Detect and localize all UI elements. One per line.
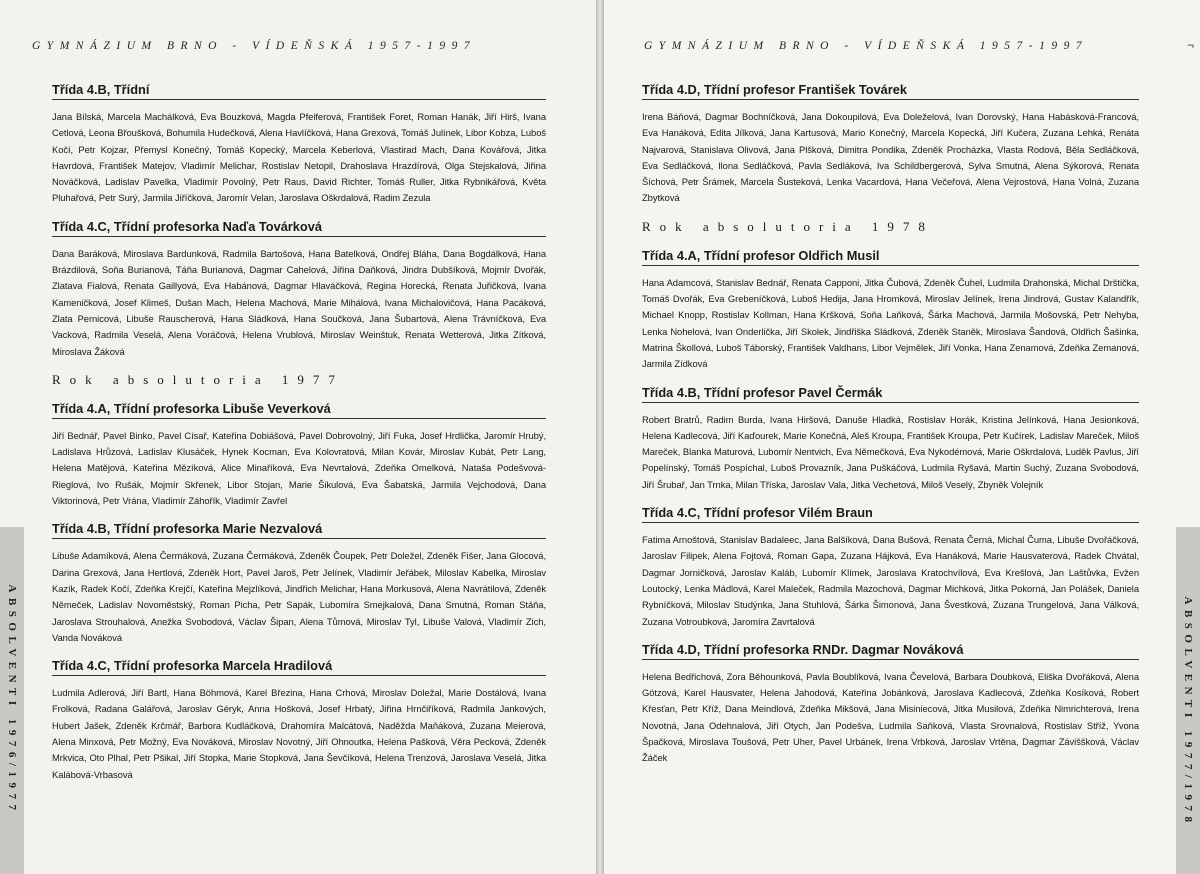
class-section: [52, 219, 546, 360]
class-heading: Třída 4.D, Třídní profesorka RNDr. Dagmar Nováková: [642, 642, 1139, 660]
graduation-year-heading: Rok absolutoria 1978: [642, 218, 934, 234]
class-section: [642, 642, 1139, 767]
page-content: [642, 82, 1139, 779]
page-content: [52, 82, 546, 795]
student-names: Jana Bílská, Marcela Machálková, Eva Bouzková, Magda Pfeiferová, František Foret, Roman Hanák, Jiří Hirš, Ivana Cetlová, Leona Břoušková, Bohumila Hudečková, Alena Havlíčková, Hana Grexová, Tomáš Julínek, Libor Kobza, Luboš Kočí, Petr Kojzar, Přemysl Konečný, Tomáš Kopecký, Marcela Keberlová, Vlastirad Mach, Dana Kovářová, Jitka Havrdová, František Matejov, Vladimír Melichar, Rostislav Netopil, Drahoslava Hrazdírová, Olga Stejskalová, Jiřina Nováčková, Ladislav Pavelka, Vladimír Povolný, Petr Raus, David Richter, Tomáš Ruller, Jitka Rybnikářová, Květa Pluhařová, Petr Surý, Jarmila Jiříčková, Jaromír Velan, Jaroslava Oškrdalová, Radim Zezula: [52, 111, 546, 204]
student-names: Libuše Adamíková, Alena Čermáková, Zuzana Čermáková, Zdeněk Čoupek, Petr Doležel, Zdeněk Fišer, Jana Glocová, Darina Grexová, Jana Hertlová, Zdeněk Hort, Pavel Jaroš, Petr Jelínek, Vladimír Jeřábek, Miloslav Kabelka, Miroslav Kazík, Radek Kočí, Zdeňka Krejčí, Kateřina Mejzlíková, Jindřich Melichar, Hana Morkusová, Alena Navrátilová, Zdeněk Němeček, Ladislav Novoměstský, Roman Picha, Petr Sapák, Lubomíra Smejkalová, Dana Smutná, Roman Stáňa, Jaroslava Strouhalová, Anežka Svobodová, Václav Šipan, Alena Tůmová, Miroslav Tyl, Libuše Valová, Vladimír Zich, Vanda Nováková: [52, 550, 546, 643]
running-header: GYMNÁZIUM BRNO - VÍDEŇSKÁ 1957-1997: [32, 40, 477, 52]
class-heading: Třída 4.D, Třídní profesor František Továrek: [642, 82, 1139, 100]
left-page: [0, 0, 596, 874]
side-tab-label: ABSOLVENTI 1977/1978: [1182, 596, 1194, 828]
class-heading: Třída 4.B, Třídní profesor Pavel Čermák: [642, 385, 1139, 403]
corner-mark: ¬: [1186, 38, 1194, 52]
right-page: [604, 0, 1200, 874]
class-heading: Třída 4.A, Třídní profesorka Libuše Veverková: [52, 401, 546, 419]
book-gutter: [596, 0, 604, 874]
class-section: [52, 401, 546, 509]
running-header: GYMNÁZIUM BRNO - VÍDEŇSKÁ 1957-1997: [644, 40, 1089, 52]
class-section: [642, 505, 1139, 630]
class-section: [642, 385, 1139, 493]
class-section: [642, 82, 1139, 207]
class-heading: Třída 4.C, Třídní profesor Vilém Braun: [642, 505, 1139, 523]
student-names: Robert Bratrů, Radim Burda, Ivana Hiršová, Danuše Hladká, Rostislav Horák, Kristina Jelínková, Hana Jesionková, Helena Kadlecová, Jiří Kaďourek, Marie Konečná, Aleš Kroupa, František Kroupa, Petr Kučírek, Ladislav Mareček, Miloš Mareček, Blanka Maturová, Lubomír Nentvich, Eva Němečková, Eva Nykodémová, Marie Oškrdalová, Luděk Pavlus, Jiří Popelínský, Tomáš Pospíchal, Luboš Provazník, Jana Puškáčová, Ludmila Ryšavá, Martin Suchý, Zuzana Svobodová, Jiří Šrubař, Jan Trnka, Milan Tříska, Jaroslav Vala, Jitka Vechetová, Miloš Veselý, Zbyněk Volejník: [642, 413, 1139, 490]
student-names: Irena Báňová, Dagmar Bochníčková, Jana Dokoupilová, Eva Doleželová, Ivan Dorovský, Hana Habásková-Francová, Eva Hanáková, Edita Jílková, Jana Kartusová, Mario Konečný, Marcela Kopecká, Jiří Kučera, Zuzana Lehká, Renáta Najvarová, Stanislava Olivová, Jana Plšková, Dimitra Pondika, Zdeněk Procházka, Vlasta Rodová, Běla Sedláčková, Eva Sedláčková, Ilona Sedláčková, Pavla Sedláková, Iva Schildbergerová, Sylva Smutná, Alena Sýkorová, Renata Šíchová, Petr Šrámek, Marcela Šusteková, Lenka Vacardová, Hana Večeřová, Alena Vejrostová, Hana Volná, Zuzana Zbytková: [642, 111, 1139, 204]
class-section: [52, 521, 546, 646]
class-heading: Třída 4.C, Třídní profesorka Marcela Hradilová: [52, 658, 546, 676]
class-heading: Třída 4.B, Třídní profesorka Marie Nezvalová: [52, 521, 546, 539]
student-names: Dana Baráková, Miroslava Bardunková, Radmila Bartošová, Hana Batelková, Ondřej Bláha, Dana Bogdálková, Hana Brázdilová, Soňa Burianová, Táňa Burianová, Dagmar Cahelová, Jiřina Daňková, Jindra Dubšíková, Mojmír Dvořák, Zlatava Fialová, Renata Gaillyová, Eva Habánová, Dagmar Hlaváčková, Regina Horecká, Renata Juřičková, Ivana Kameničková, Josef Klimeš, Dušan Mach, Helena Machová, Marie Mihálová, Ivana Michalovičová, Hana Pacáková, Zlata Pernicová, Libuše Rauscherová, Hana Sládková, Hana Součková, Jana Šubartová, Alena Trávníčková, Eva Vacková, Radmila Veselá, Alena Voráčová, Helena Vrublová, Miroslav Weinštuk, Renata Wetterová, Jitka Zítková, Miroslava Žáková: [52, 247, 546, 357]
class-heading: Třída 4.C, Třídní profesorka Naďa Továrková: [52, 219, 546, 237]
student-names: Jiří Bednář, Pavel Binko, Pavel Císař, Kateřina Dobiášová, Pavel Dobrovolný, Jiří Fuka, Josef Hrdlička, Jaromír Hrubý, Ladislava Hrůzová, Ladislav Klusáček, Hynek Kocman, Eva Kolovratová, Milan Kovár, Miroslav Kubát, Petr Lang, Helena Matějová, Kateřina Mězíková, Alice Minaříková, Eva Nevrtalová, Zdeňka Omelková, Nataša Podešvová-Rieglová, Ivo Rušák, Mojmír Skřenek, Libor Stojan, Marie Šikulová, Eva Šabatská, Jarmila Vejchodová, Dana Viktorinová, Petr Vrána, Vladimír Záhořík, Vladimír Zavřel: [52, 429, 546, 507]
class-section: [52, 658, 546, 783]
graduation-year-heading: Rok absolutoria 1977: [52, 371, 344, 387]
class-heading: Třída 4.B, Třídní: [52, 82, 546, 100]
student-names: Hana Adamcová, Stanislav Bednář, Renata Capponi, Jitka Čubová, Zdeněk Čuhel, Ludmila Drahonská, Michal Drštička, Tomáš Dvořák, Eva Grebeníčková, Luboš Hedija, Jana Hromková, Miroslav Jelínek, Irena Jindrová, Gustav Kalandřík, Michael Knopp, Rostislav Kollman, Hana Kršková, Soňa Laňková, Šárka Machová, Jarmila Mošovská, Petr Nehyba, Lenka Nohelová, Ivan Onderlička, Jiří Skolek, Jindřiška Sládková, Zdeněk Staněk, Miroslava Šandová, Oldřich Šašinka, Matrina Škollová, Luboš Táborský, František Valdhans, Libor Vejmělek, Jiří Vonka, Hana Zenamová, Zdeňka Zemanová, Jarmila Zídková: [642, 276, 1139, 370]
student-names: Helena Bedřichová, Zora Běhounková, Pavla Boublíková, Ivana Čevelová, Barbara Doubková, Eliška Dvořáková, Alena Götzová, Karel Hausvater, Helena Jahodová, Kateřina Jobánková, Jaroslava Kadlecová, Zdeňka Kosíková, Robert Křesťan, Petr Kříž, Dana Meindlová, Zdeňka Mikšová, Jana Misiniecová, Jitka Musilová, Zdeňka Nimrichterová, Irena Novotná, Jana Odehnalová, Jiří Otych, Jan Podešva, Ludmila Saňková, Vlasta Srovnalová, Rostislav Stříž, Yvona Špačková, Miroslava Toušová, Petr Uher, Pavel Urbánek, Irena Vrbková, Jaroslav Vrtěna, Dagmar Záviššková, Václav Žáček: [642, 670, 1139, 764]
student-names: Fatima Arnoštová, Stanislav Badaleec, Jana Balšíková, Dana Bušová, Renata Černá, Michal Čuma, Libuše Dvořáčková, Jaroslav Filipek, Alena Fojtová, Roman Gapa, Zuzana Hájková, Eva Hanáková, Marie Hausvaterová, Radek Chvátal, Dagmar Jorničková, Jaroslav Kaláb, Lubomír Klímek, Jaroslava Kratochvílová, Eva Krešlová, Jan Laštůvka, Evžen Loutocký, Lenka Mádlová, Karel Maleček, Radmila Mazochová, Dagmar Michková, Jitka Pokorná, Jan Polášek, Daniela Rybníčková, Miloslav Studýnka, Jana Stuhlová, Šárka Šimonová, Jana Švestková, Zuzana Trungelová, Jana Válková, Zuzana Votroubková, Jaromíra Zavrtalová: [642, 534, 1139, 627]
student-names: Ludmila Adlerová, Jiří Bartl, Hana Böhmová, Karel Březina, Hana Crhová, Miroslav Doležal, Marie Dostálová, Ivana Frolková, Radana Galářová, Jaroslav Géryk, Anna Hošková, Josef Hrbatý, Jiřina Hrnčiříková, Radmila Jankových, Hubert Jašek, Zdeněk Krčmář, Barbora Kudláčková, Drahomíra Malcátová, Naděžda Maňáková, Zuzana Meierová, Alena Minxová, Petr Možný, Eva Nováková, Miroslav Novotný, Jiří Ohnoutka, Helena Pašková, Věra Pecková, Zdeněk Mrkvica, Oto Plhal, Petr Pšikal, Jiří Stopka, Marie Stopková, Jana Ševčíková, Helena Trenzová, Jaroslava Veselá, Jitka Kalábová-Vrbasová: [52, 687, 546, 780]
class-section: [642, 248, 1139, 373]
side-tab-label: ABSOLVENTI 1976/1977: [6, 584, 18, 816]
class-heading: Třída 4.A, Třídní profesor Oldřich Musil: [642, 248, 1139, 266]
class-section: [52, 82, 546, 207]
